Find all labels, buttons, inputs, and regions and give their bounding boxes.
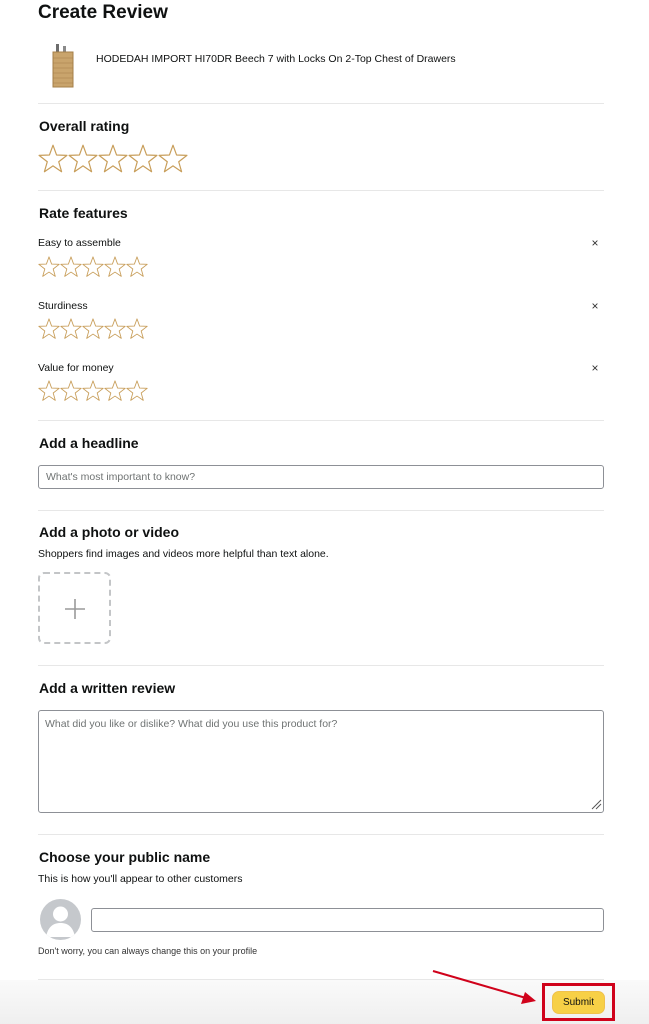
written-review-input[interactable] [38,710,604,813]
close-icon[interactable]: × [591,361,599,375]
star-icon[interactable] [60,380,82,402]
product-summary [38,44,604,90]
page-title: Create Review [38,2,168,23]
product-thumbnail [50,44,76,88]
feature-stars-sturdiness[interactable] [38,318,148,340]
star-icon[interactable] [38,380,60,402]
star-icon[interactable] [158,144,188,174]
product-name: HODEDAH IMPORT HI70DR Beech 7 with Locks On 2-Top Chest of Drawers [96,53,456,65]
star-icon[interactable] [60,256,82,278]
feature-label-value-for-money: Value for money [38,362,114,374]
rate-features-title: Rate features [39,205,128,221]
photo-video-subtitle: Shoppers find images and videos more helpful than text alone. [38,548,329,560]
user-icon [40,899,81,940]
star-icon[interactable] [98,144,128,174]
star-icon[interactable] [126,318,148,340]
star-icon[interactable] [82,318,104,340]
star-icon[interactable] [82,256,104,278]
feature-stars-easy-to-assemble[interactable] [38,256,148,278]
public-name-note: Don't worry, you can always change this on your profile [38,946,258,956]
close-icon[interactable]: × [591,236,599,250]
star-icon[interactable] [38,256,60,278]
star-icon[interactable] [126,380,148,402]
star-icon[interactable] [104,256,126,278]
star-icon[interactable] [82,380,104,402]
annotation-highlight-box [542,983,615,1021]
overall-rating-title: Overall rating [39,118,130,134]
add-media-button[interactable] [38,572,111,644]
avatar [40,899,81,940]
star-icon[interactable] [60,318,82,340]
headline-title: Add a headline [39,435,139,451]
public-name-input[interactable] [91,908,604,932]
close-icon[interactable]: × [591,299,599,313]
overall-rating-stars[interactable] [38,144,188,174]
divider [38,665,604,666]
star-icon[interactable] [128,144,158,174]
star-icon[interactable] [126,256,148,278]
plus-icon [64,598,86,620]
resize-handle-icon[interactable] [590,798,602,810]
headline-input[interactable] [38,465,604,489]
feature-stars-value-for-money[interactable] [38,380,148,402]
feature-label-sturdiness: Sturdiness [38,300,88,312]
star-icon[interactable] [38,144,68,174]
annotation-arrow-icon [430,968,542,1008]
divider [38,834,604,835]
star-icon[interactable] [68,144,98,174]
star-icon[interactable] [38,318,60,340]
divider [38,420,604,421]
photo-video-title: Add a photo or video [39,524,179,540]
divider [38,510,604,511]
submit-button[interactable]: Submit [552,991,605,1014]
star-icon[interactable] [104,318,126,340]
star-icon[interactable] [104,380,126,402]
written-review-title: Add a written review [39,680,176,696]
public-name-subtitle: This is how you'll appear to other customers [38,873,243,885]
divider [38,103,604,104]
feature-label-easy-to-assemble: Easy to assemble [38,237,121,249]
public-name-title: Choose your public name [39,849,211,865]
divider [38,190,604,191]
